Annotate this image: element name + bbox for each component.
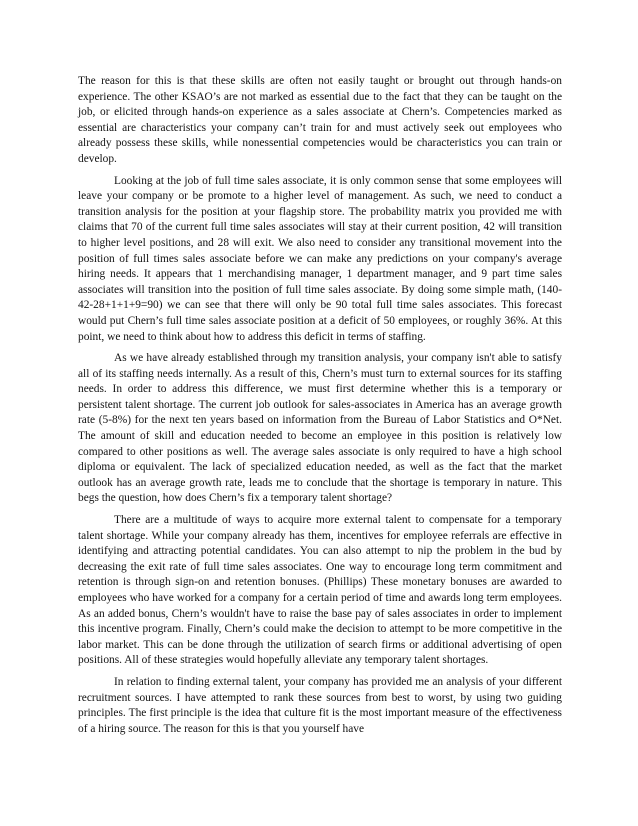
paragraph-4: There are a multitude of ways to acquire more external talent to compensate for a temporary talent shortage. While your company already has them, incentives for employee referrals are effective in identifying and attracting potential candidates. You can also attempt to nip the problem in the bud by decreasing the exit rate of full time sales associates. One way to encourage long term commitment and retention is through sign-on and retention bonuses. (Phillips) These monetary bonuses are awarded to employees who have worked for a company for a certain period of time and awards long term employees. As an added bonus, Chern’s wouldn't have to raise the base pay of sales associates in order to implement this incentive program. Finally, Chern’s could make the decision to attempt to be more competitive in the labor market. This can be done through the utilization of search firms or additional advertising of open positions. All of these strategies would hopefully alleviate any temporary talent shortages. xyxy=(78,514,562,667)
paragraph-3: As we have already established through my transition analysis, your company isn't able to satisfy all of its staffing needs internally. As a result of this, Chern’s must turn to external sources for its staffing needs. In order to address this difference, we must first determine whether this is a temporary or persistent talent shortage. The current job outlook for sales-associates in America has an average growth rate (5-8%) for the next ten years based on information from the Bureau of Labor Statistics and O*Net. The amount of skill and education needed to become an employee in this position is relatively low compared to other positions as well. The average sales associate is only required to have a high school diploma or equivalent. The lack of specialized education needed, as well as the fact that the market outlook has an average growth rate, leads me to conclude that the shortage is temporary in nature. This begs the question, how does Chern’s fix a temporary talent shortage? xyxy=(78,352,562,505)
paragraph-2: Looking at the job of full time sales associate, it is only common sense that some employees will leave your company or be promote to a higher level of management. As such, we need to conduct a transition analysis for the position at your flagship store. The probability matrix you provided me with claims that 70 of the current full time sales associates will stay at their current position, 42 will transition to higher level positions, and 28 will exit. We also need to consider any transitional movement into the position of full times sales associate before we can make any predictions on your company's average hiring needs. It appears that 1 merchandising manager, 1 department manager, and 9 part time sales associates will transition into the position of full time sales associate. By doing some simple math, (140-42-28+1+1+9=90) we can see that there will only be 90 total full time sales associates. This forecast would put Chern’s full time sales associate position at a deficit of 50 employees, or roughly 36%. At this point, we need to think about how to address this deficit in terms of staffing. xyxy=(78,174,562,343)
paragraph-1: The reason for this is that these skills are often not easily taught or brought out through hands-on experience. The other KSAO’s are not marked as essential due to the fact that they can be taught on the job, or elicited through hands-on experience as a sales associate at Chern’s. Competencies marked as essential are characteristics your company can’t train for and must actively seek out employees who already possess these skills, while nonessential competencies would be characteristics you can train or develop. xyxy=(78,75,562,165)
document-body xyxy=(78,74,562,737)
paragraph-5: In relation to finding external talent, your company has provided me an analysis of your different recruitment sources. I have attempted to rank these sources from best to worst, by using two guiding principles. The first principle is the idea that culture fit is the most important measure of the effectiveness of a hiring source. The reason for this is that you yourself have xyxy=(78,675,562,735)
